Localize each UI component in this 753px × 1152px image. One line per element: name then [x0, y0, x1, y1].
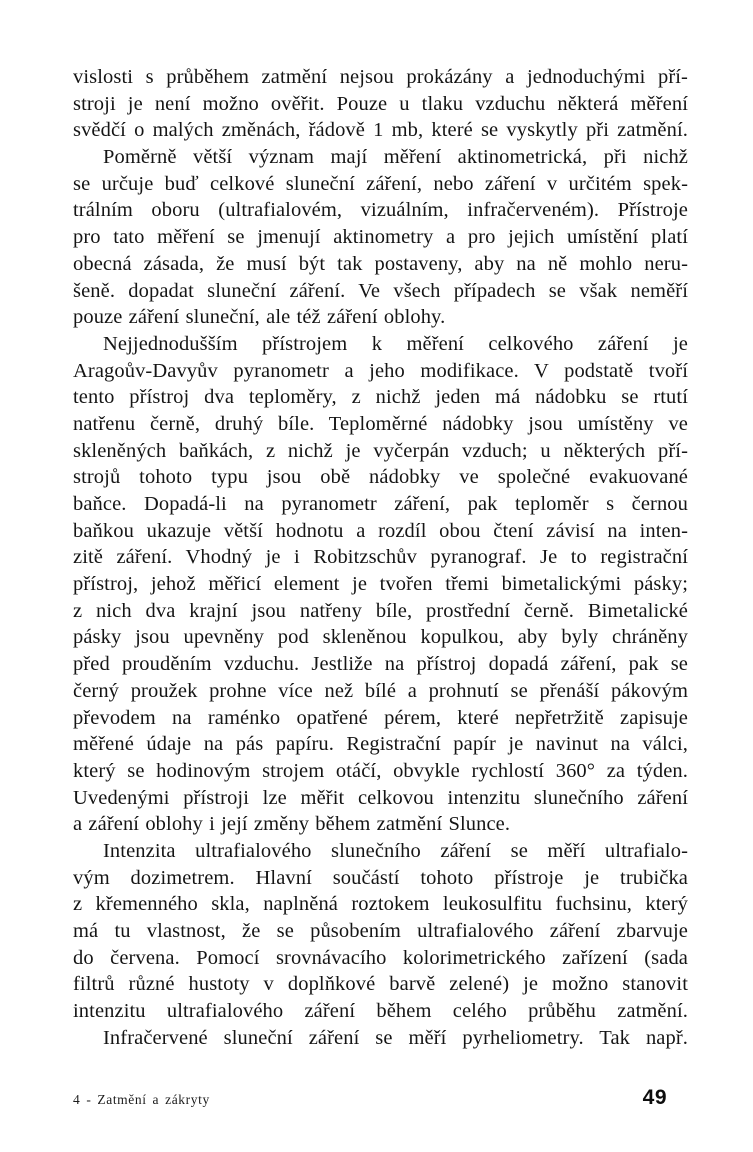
- text-line: černý proužek prohne více než bílé a prohnutí se přenáší pákovým: [73, 679, 688, 702]
- text-line: obecná zásada, že musí být tak postaveny, aby na ně mohlo neru-: [73, 252, 688, 275]
- text-line: vým dozimetrem. Hlavní součástí tohoto přístroje je trubička: [73, 866, 688, 889]
- text-line: měřené údaje na pás papíru. Registrační papír je navinut na válci,: [73, 733, 688, 756]
- paragraph: [73, 838, 688, 1025]
- body-text: [73, 64, 688, 1051]
- text-line: zitě záření. Vhodný je i Robitzschův pyranograf. Je to registrační: [73, 546, 688, 569]
- text-line: do červena. Pomocí srovnávacího kolorimetrického zařízení (sada: [73, 946, 688, 969]
- text-line: z křemenného skla, naplněná roztokem leukosulfitu fuchsinu, který: [73, 893, 688, 916]
- text-line: filtrů různé hustoty v doplňkové barvě zelené) je možno stanovit: [73, 973, 688, 996]
- running-title: 4 - Zatmění a zákryty: [73, 1092, 210, 1107]
- text-line: Uvedenými přístroji lze měřit celkovou intenzitu slunečního záření: [73, 786, 688, 809]
- text-line: má tu vlastnost, že se působením ultrafialového záření zbarvuje: [73, 920, 688, 942]
- text-line: z nich dva krajní jsou natřeny bíle, prostřední černě. Bimetalické: [73, 599, 688, 622]
- paragraph: [73, 1025, 688, 1052]
- text-line: pro tato měření se jmenují aktinometry a pro jejich umístění platí: [73, 226, 688, 249]
- paragraph: [73, 331, 688, 838]
- text-line: skleněných baňkách, z nichž je vyčerpán vzduch; u některých pří-: [73, 439, 688, 462]
- text-line: svědčí o malých změnách, řádově 1 mb, které se vyskytly při zatmění.: [73, 119, 688, 142]
- text-line: Poměrně větší význam mají měření aktinometrická, při nichž: [103, 146, 688, 169]
- text-line: Aragoův-Davyův pyranometr a jeho modifikace. V podstatě tvoří: [73, 359, 688, 382]
- text-line: baňkou ukazuje větší hodnotu a rozdíl obou čtení závisí na inten-: [73, 519, 688, 542]
- text-line: Infračervené sluneční záření se měří pyrheliometry. Tak např.: [103, 1026, 688, 1049]
- text-line: který se hodinovým strojem otáčí, obvykle rychlostí 360° za týden.: [73, 759, 688, 782]
- text-line: a záření oblohy i její změny během zatmění Slunce.: [73, 813, 511, 836]
- paragraph: [73, 144, 688, 331]
- text-line: intenzitu ultrafialového záření během celého průběhu zatmění.: [73, 1000, 688, 1023]
- text-line: se určuje buď celkové sluneční záření, nebo záření v určitém spek-: [73, 172, 688, 195]
- text-line: baňce. Dopadá-li na pyranometr záření, pak teploměr s černou: [73, 493, 688, 515]
- text-line: vislosti s průběhem zatmění nejsou prokázány a jednoduchými pří-: [73, 66, 688, 88]
- text-line: tento přístroj dva teploměry, z nichž jeden má nádobku se rtutí: [73, 386, 688, 409]
- text-line: přístroj, jehož měřicí element je tvořen třemi bimetalickými pásky;: [73, 573, 688, 596]
- text-line: trálním oboru (ultrafialovém, vizuálním, infračerveném). Přístroje: [73, 199, 688, 222]
- paragraph: [73, 64, 688, 144]
- text-line: Nejjednodušším přístrojem k měření celkového záření je: [103, 332, 688, 355]
- text-line: šeně. dopadat sluneční záření. Ve všech případech se však neměří: [73, 279, 688, 302]
- text-line: stroji je není možno ověřit. Pouze u tlaku vzduchu některá měření: [73, 92, 688, 115]
- text-line: natřenu černě, druhý bíle. Teploměrné nádobky jsou umístěny ve: [73, 412, 688, 435]
- text-line: pásky jsou upevněny pod skleněnou kopulkou, aby byly chráněny: [73, 626, 688, 649]
- text-line: pouze záření sluneční, ale též záření oblohy.: [73, 306, 446, 329]
- text-line: strojů tohoto typu jsou obě nádobky ve společné evakuované: [73, 466, 688, 489]
- text-line: Intenzita ultrafialového slunečního záření se měří ultrafialo-: [103, 839, 688, 862]
- page-footer: [73, 1086, 688, 1110]
- text-line: před prouděním vzduchu. Jestliže na přístroj dopadá záření, pak se: [73, 653, 688, 676]
- page-number: 49: [642, 1086, 667, 1109]
- text-line: převodem na raménko opatřené pérem, které nepřetržitě zapisuje: [73, 706, 688, 729]
